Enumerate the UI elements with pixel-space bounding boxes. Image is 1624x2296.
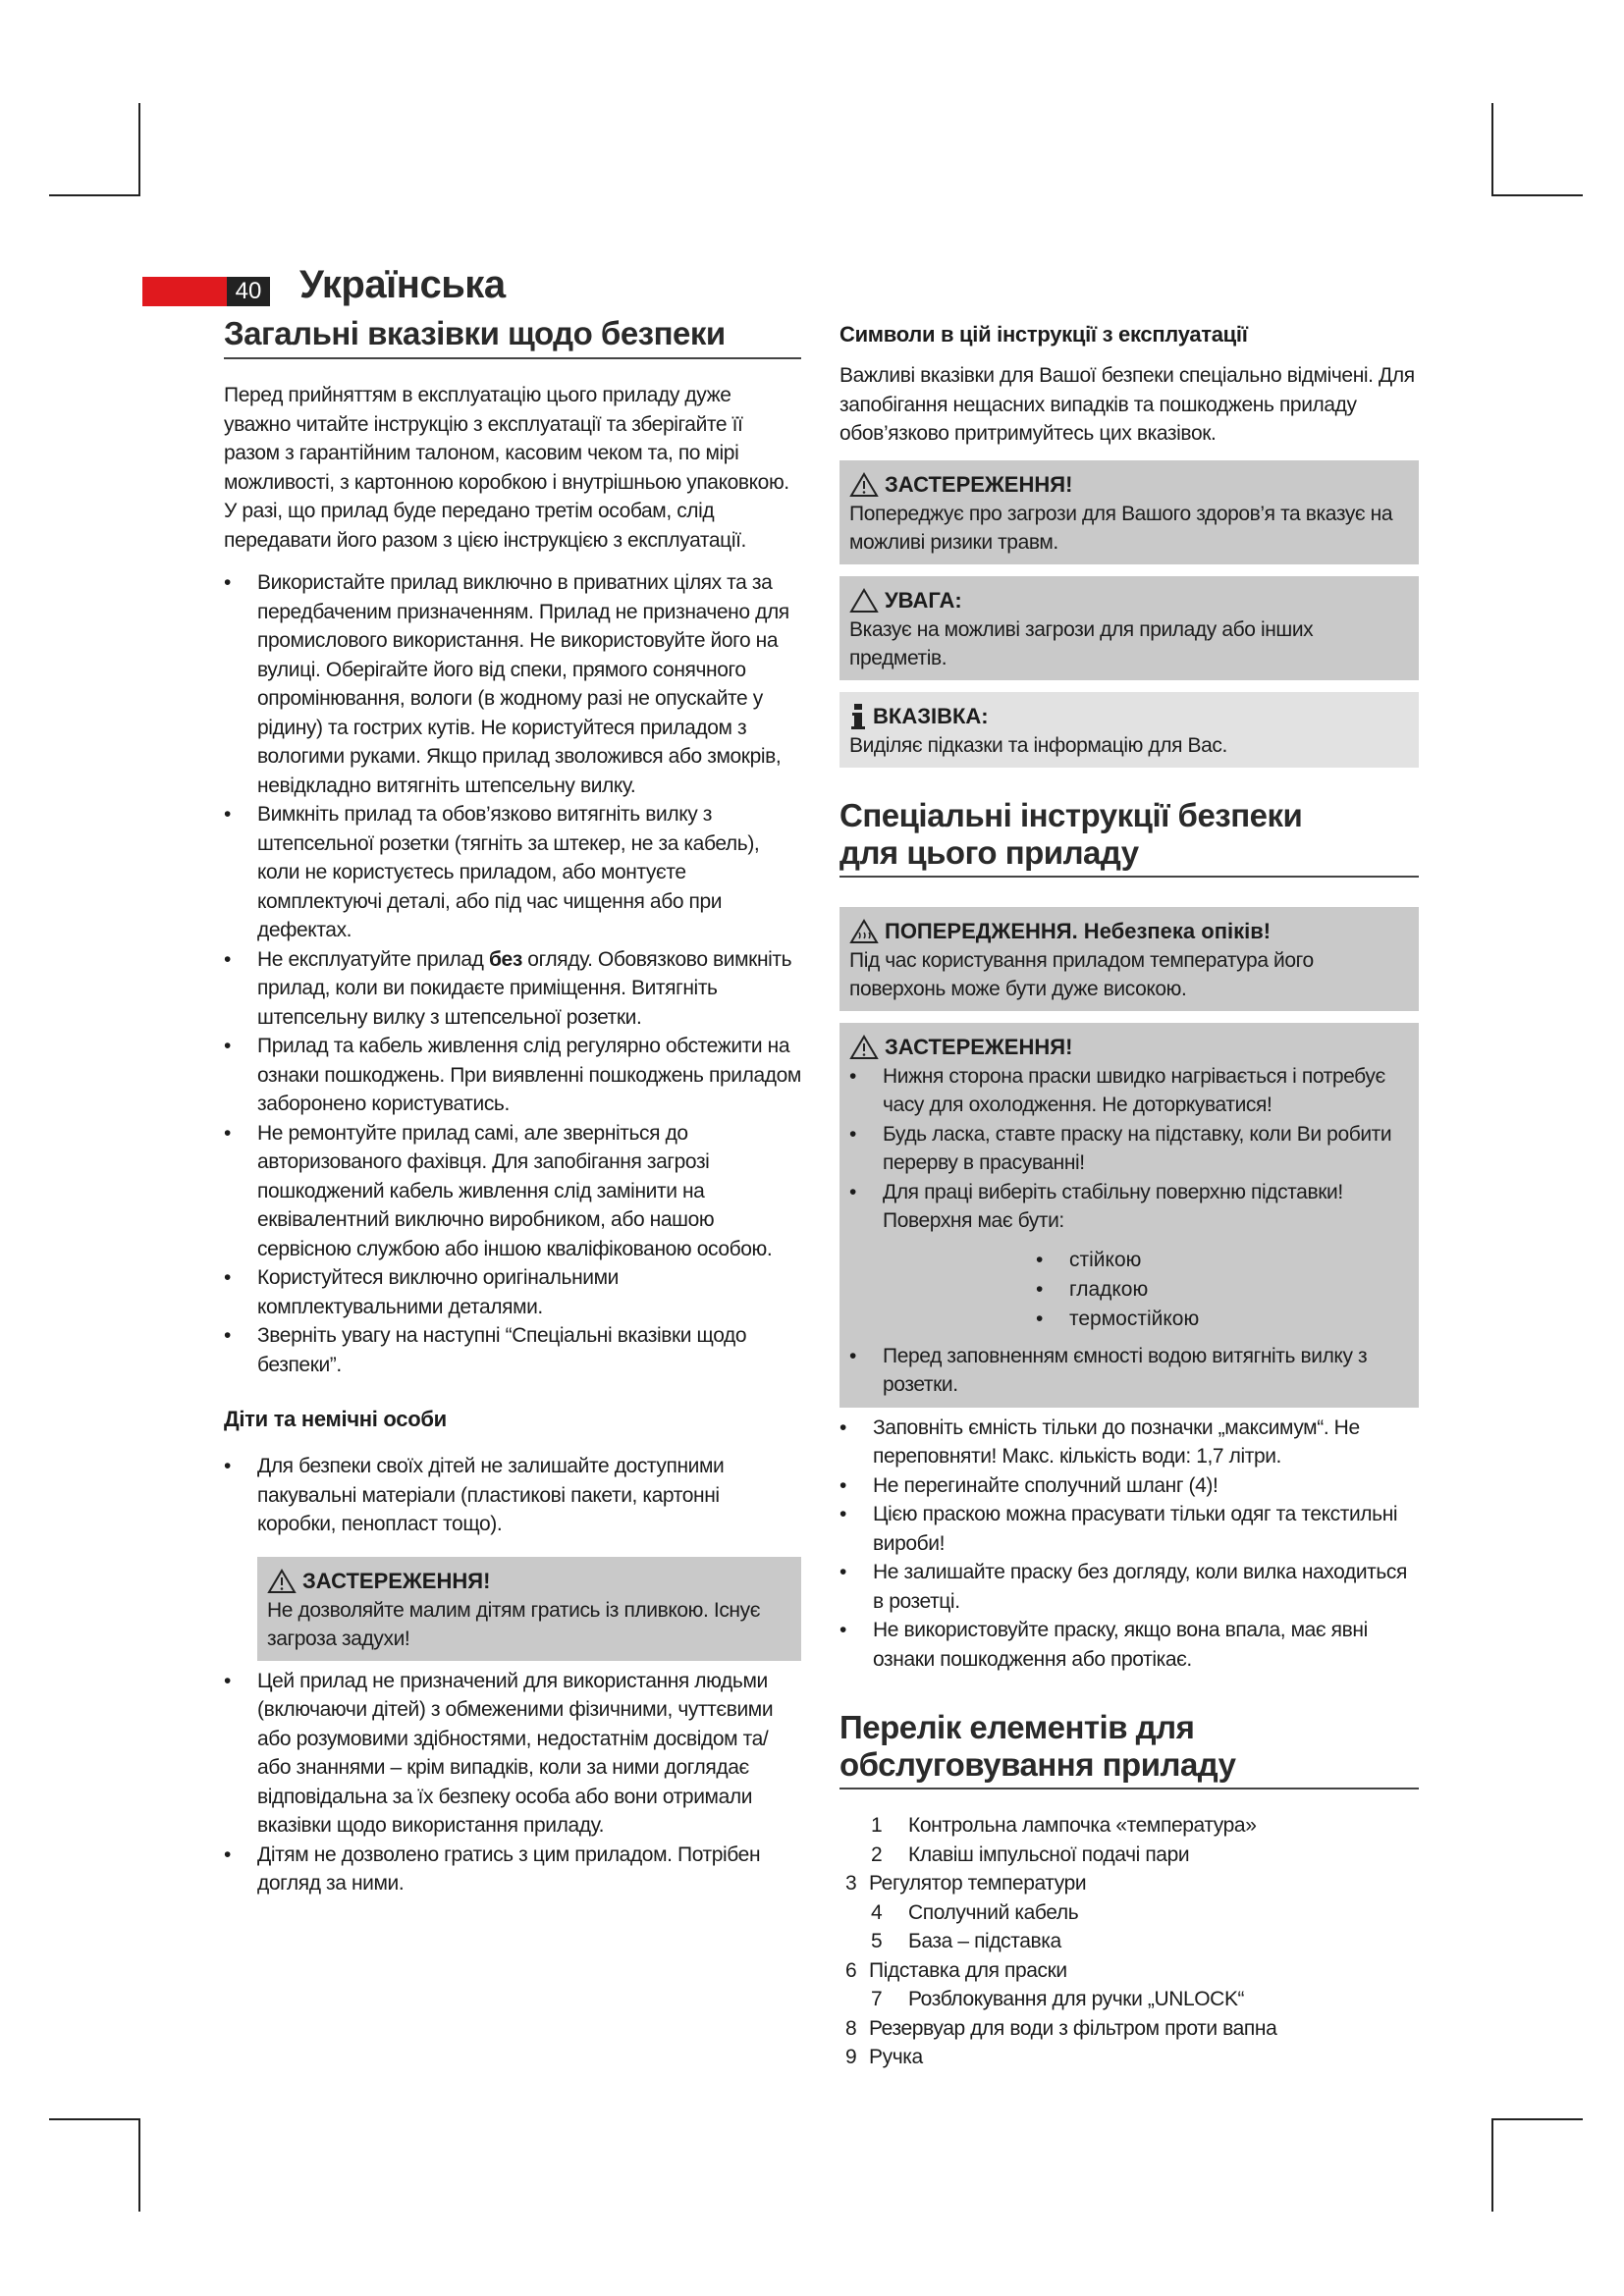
part-number: 2 <box>871 1842 883 1866</box>
list-item: • Дітям не дозволено гратись з цим приладом. Потрібен догляд за ними. <box>224 1841 801 1898</box>
note-title-text: ВКАЗІВКА: <box>873 703 989 728</box>
part-number: 1 <box>871 1814 883 1837</box>
safety-bullet-list <box>224 568 801 1379</box>
list-item: • стійкою <box>1036 1246 1409 1275</box>
caution2-last-bullet <box>849 1342 1409 1400</box>
crop-mark <box>1491 2118 1583 2120</box>
part-label: База – підставка <box>908 1930 1061 1952</box>
list-item: • Для безпеки своїх дітей не залишайте доступними пакувальні матеріали (пластикові пакети, картонні коробки, пенопласт тощо). <box>224 1452 801 1539</box>
list-item: • Для праці виберіть стабільну поверхню підставки! Поверхня має бути: <box>849 1178 1409 1236</box>
burn-box-text: Під час користування приладом температура його поверхонь може бути дуже високою. <box>849 948 1314 1000</box>
general-safety-heading: Загальні вказівки щодо безпеки <box>224 314 801 359</box>
list-item <box>845 1927 1419 1956</box>
caution-box-text: Не дозволяйте малим дітям гратись із пливкою. Існує загроза задухи! <box>267 1598 761 1650</box>
caution2-title-text: ЗАСТЕРЕЖЕННЯ! <box>885 1034 1073 1059</box>
list-item: • Користуйтеся виключно оригінальними комплектувальними деталями. <box>224 1263 801 1321</box>
special-heading-line-2: для цього приладу <box>839 833 1139 871</box>
part-label: Контрольна лампочка «температура» <box>908 1814 1257 1837</box>
note-box <box>839 692 1419 768</box>
bullet-text: Не експлуатуйте прилад <box>257 947 489 971</box>
attention-box <box>839 576 1419 680</box>
note-box-title <box>849 702 1409 731</box>
list-item: • Зверніть увагу на наступні “Спеціальні вказівки щодо безпеки”. <box>224 1321 801 1379</box>
list-item <box>845 1956 1419 1986</box>
caution-title-text: ЗАСТЕРЕЖЕННЯ! <box>302 1568 491 1593</box>
part-label: Розблокування для ручки „UNLOCK“ <box>908 1988 1245 2010</box>
page-number: 40 <box>227 277 270 306</box>
part-label: Регулятор температури <box>869 1872 1087 1895</box>
parts-heading-line-2: обслуговування приладу <box>839 1746 1236 1783</box>
part-number: 3 <box>845 1872 857 1895</box>
surface-list <box>849 1246 1409 1334</box>
list-item: • Перед заповненням ємності водою витягніть вилку з розетки. <box>849 1342 1409 1400</box>
crop-mark <box>49 2118 140 2120</box>
list-item: • Використайте прилад виключно в приватних цілях та за передбаченим призначенням. Прилад не призначено для промислового використання. Не використовуйте його на вулиці. Оберігайте його від спеки, прямого сонячного опромінювання, вологи (в жодному разі не опускайте у рідину) та гострих кутів. Не користуйтеся приладом з вологими руками. Якщо прилад зволожився або змокрів, невідкладно витягніть штепсельну вилку. <box>224 568 801 800</box>
list-item <box>845 1898 1419 1928</box>
header-red-bar <box>142 277 227 306</box>
warning-triangle-icon <box>849 1035 879 1060</box>
children-bullet-list <box>224 1452 801 1539</box>
language-title: Українська <box>299 263 506 306</box>
note-box-text: Виділяє підказки та інформацію для Вас. <box>849 733 1227 757</box>
list-item: • гладкою <box>1036 1275 1409 1305</box>
list-item: • Цей прилад не призначений для використання людьми (включаючи дітей) з обмеженими фізичними, чуттєвими або розумовими здібностями, недостатнім досвідом та/або знаннями – крім випадків, коли за ними доглядає відповідальна за їх безпеку особа або вони отримали вказівки щодо використання приладу. <box>224 1667 801 1841</box>
left-column <box>224 314 801 1898</box>
crop-mark <box>49 194 140 196</box>
list-item: • Прилад та кабель живлення слід регулярно обстежити на ознаки пошкоджень. При виявленні пошкоджень приладом заборонено користуватись. <box>224 1032 801 1119</box>
part-label: Ручка <box>869 2046 923 2068</box>
list-item <box>845 1841 1419 1870</box>
list-item <box>845 2014 1419 2044</box>
list-item <box>845 2043 1419 2072</box>
symbols-intro: Важливі вказівки для Вашої безпеки спеціально відмічені. Для запобігання нещасних випадків та пошкоджень приладу обов’язково притримуйтесь цих вказівок. <box>839 364 1415 445</box>
warning-box <box>839 460 1419 564</box>
caution-box-title <box>267 1567 791 1596</box>
list-item: • Заповніть ємність тільки до позначки „максимум“. Не переповняти! Макс. кількість води: 1,7 літри. <box>839 1414 1419 1471</box>
caution2-box-title <box>849 1033 1409 1062</box>
attention-title-text: УВАГА: <box>885 587 962 613</box>
crop-mark <box>1491 103 1493 196</box>
part-label: Резервуар для води з фільтром проти вапна <box>869 2016 1277 2040</box>
part-label: Підставка для праски <box>869 1958 1067 1982</box>
symbols-heading: Символи в цій інструкції з експлуатації <box>839 322 1248 347</box>
part-number: 5 <box>871 1930 883 1952</box>
crop-mark <box>138 103 140 196</box>
list-item: • Не перегинайте сполучний шланг (4)! <box>839 1471 1419 1501</box>
list-item <box>845 1985 1419 2014</box>
attention-box-text: Вказує на можливі загрози для приладу або інших предметів. <box>849 617 1314 669</box>
list-item: • Не ремонтуйте прилад самі, але зверніться до авторизованого фахівця. Для запобігання загрозі пошкоджений кабель живлення слід замінити на еквівалентний виключно виробником, або нашою сервісною службою або іншою кваліфікованою особою. <box>224 1119 801 1264</box>
burn-box-title <box>849 917 1409 946</box>
part-number: 7 <box>871 1988 883 2010</box>
part-label: Клавіш імпульсної подачі пари <box>908 1842 1190 1866</box>
list-item: • Нижня сторона праски швидко нагрівається і потребує часу для охолодження. Не доторкуватися! <box>849 1062 1409 1120</box>
list-item: • Вимкніть прилад та обов’язково витягніть вилку з штепсельної розетки (тягніть за штекер, не за кабель), коли не користуєтесь приладом, або монтуєте комплектуючі деталі, або під час чищення або при дефектах. <box>224 800 801 945</box>
right-bullet-list <box>839 1414 1419 1675</box>
crop-mark <box>1491 2118 1493 2212</box>
attention-triangle-icon <box>849 588 879 614</box>
caution-box-2 <box>839 1023 1419 1408</box>
caution2-bullet-list <box>849 1062 1409 1236</box>
warning-triangle-icon <box>267 1569 297 1594</box>
list-item <box>845 1869 1419 1898</box>
part-number: 8 <box>845 2016 857 2040</box>
list-item: • Не залишайте праску без догляду, коли вилка находиться в розетці. <box>839 1558 1419 1616</box>
info-icon <box>849 703 867 730</box>
list-item: • Будь ласка, ставте праску на підставку, коли Ви робити перерву в прасуванні! <box>849 1120 1409 1178</box>
special-safety-heading <box>839 797 1419 878</box>
warning-title-text: ЗАСТЕРЕЖЕННЯ! <box>885 471 1073 497</box>
part-number: 6 <box>845 1958 857 1982</box>
children-heading: Діти та немічні особи <box>224 1407 447 1431</box>
right-column <box>839 314 1419 2072</box>
part-number: 9 <box>845 2046 857 2068</box>
burn-warning-box <box>839 907 1419 1011</box>
part-label: Сполучний кабель <box>908 1900 1079 1924</box>
parts-list <box>845 1811 1419 2072</box>
crop-mark <box>138 2118 140 2212</box>
parts-heading-line-1: Перелік елементів для <box>839 1709 1195 1745</box>
list-item: • термостійкою <box>1036 1305 1409 1334</box>
attention-box-title <box>849 586 1409 615</box>
intro-paragraph: Перед прийняттям в експлуатацію цього приладу дуже уважно читайте інструкцію з експлуатації та зберігайте її разом з гарантійним талоном, касовим чеком та, по мірі можливості, з картонною коробкою і внутрішньою упаковкою. У разі, що прилад буде передано третім особам, слід передавати його разом з цією інструкцією з експлуатації. <box>224 384 789 552</box>
bullet-text: огляду. Обовязково вимкніть прилад, коли ви покидаєте приміщення. Витягніть штепсельну вилку з штепсельної розетки. <box>257 947 792 1029</box>
bold-word: без <box>488 947 522 971</box>
hot-surface-icon <box>849 919 879 944</box>
part-number: 4 <box>871 1900 883 1924</box>
list-item: • Не використовуйте праску, якщо вона впала, має явні ознаки пошкодження або протікає. <box>839 1616 1419 1674</box>
warning-box-text: Попереджує про загрози для Вашого здоров’я та вказує на можливі ризики травм. <box>849 502 1393 554</box>
list-item: • Цією праскою можна прасувати тільки одяг та текстильні вироби! <box>839 1500 1419 1558</box>
burn-title-text: ПОПЕРЕДЖЕННЯ. Небезпека опіків! <box>885 918 1272 943</box>
caution-box <box>257 1557 801 1661</box>
bottom-bullet-list <box>224 1667 801 1898</box>
warning-box-title <box>849 470 1409 500</box>
parts-heading <box>839 1709 1419 1789</box>
warning-triangle-icon <box>849 472 879 498</box>
list-item <box>845 1811 1419 1841</box>
special-heading-line-1: Спеціальні інструкції безпеки <box>839 796 1303 833</box>
crop-mark <box>1491 194 1583 196</box>
list-item <box>224 945 801 1033</box>
